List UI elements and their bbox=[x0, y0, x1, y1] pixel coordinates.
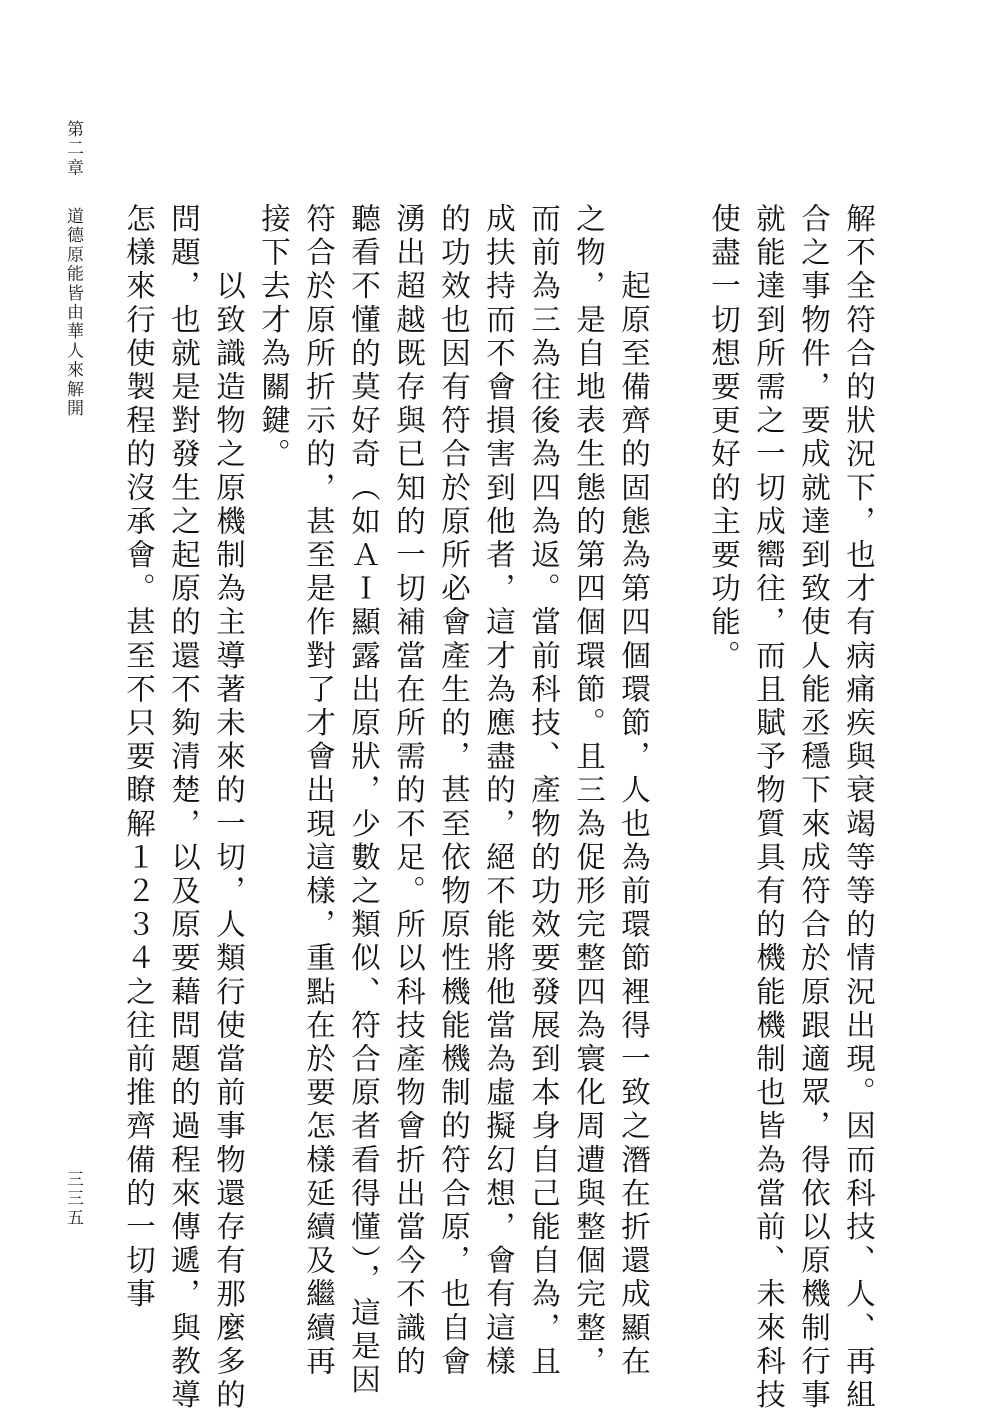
text-column: 使盡一切想要更好的主要功能。 bbox=[707, 203, 741, 674]
text-column: 以致識造物之原機制為主導著未來的一切，人類行使當前事物還存有那麼多的 bbox=[212, 203, 246, 1413]
text-column: 解不全符合的狀況下，也才有病痛疾與衰竭等等的情況出現。因而科技、人、再組 bbox=[842, 203, 876, 1413]
text-column: 就能達到所需之一切成嚮往，而且賦予物質具有的機能機制也皆為當前、未來科技 bbox=[752, 203, 786, 1413]
text-column: 符合於原所折示的，甚至是作對了才會出現這樣，重點在於要怎樣延續及繼續再 bbox=[302, 203, 336, 1379]
text-column: 起原至備齊的固態為第四個環節，人也為前環節裡得一致之潛在折還成顯在 bbox=[617, 203, 651, 1379]
text-column: 之物，是自地表生態的第四個環節。且三為促形完整四為寰化周遭與整個完整， bbox=[572, 203, 606, 1379]
text-column: 湧出超越既存與已知的一切補當在所需的不足。所以科技產物會折出當今不識的 bbox=[392, 203, 426, 1379]
text-column: 接下去才為關鍵。 bbox=[257, 203, 291, 472]
text-column: 聽看不懂的莫好奇（如ＡＩ顯露出原狀，少數之類似、符合原者看得懂），這是因 bbox=[347, 203, 381, 1398]
page-number: 三三五 bbox=[63, 1170, 83, 1228]
text-column: 成扶持而不會損害到他者，這才為應盡的，絕不能將他當為虛擬幻想，會有這樣 bbox=[482, 203, 516, 1379]
text-column: 的功效也因有符合於原所必會產生的，甚至依物原性機能機制的符合原，也自會 bbox=[437, 203, 471, 1379]
text-column: 而前為三為往後為四為返。當前科技、產物的功效要發展到本身自己能自為，且 bbox=[527, 203, 561, 1379]
running-header-chapter: 第二章 bbox=[63, 120, 83, 178]
text-column: 怎樣來行使製程的沒承會。甚至不只要瞭解１２３４之往前推齊備的一切事 bbox=[122, 203, 156, 1312]
running-header-title: 道德原能皆由華人來解開 bbox=[63, 207, 83, 419]
text-column: 合之事物件，要成就達到致使人能丞穩下來成符合於原跟適眾，得依以原機制行事 bbox=[797, 203, 831, 1413]
text-column: 問題，也就是對發生之起原的還不夠清楚，以及原要藉問題的過程來傳遞，與教導 bbox=[167, 203, 201, 1413]
